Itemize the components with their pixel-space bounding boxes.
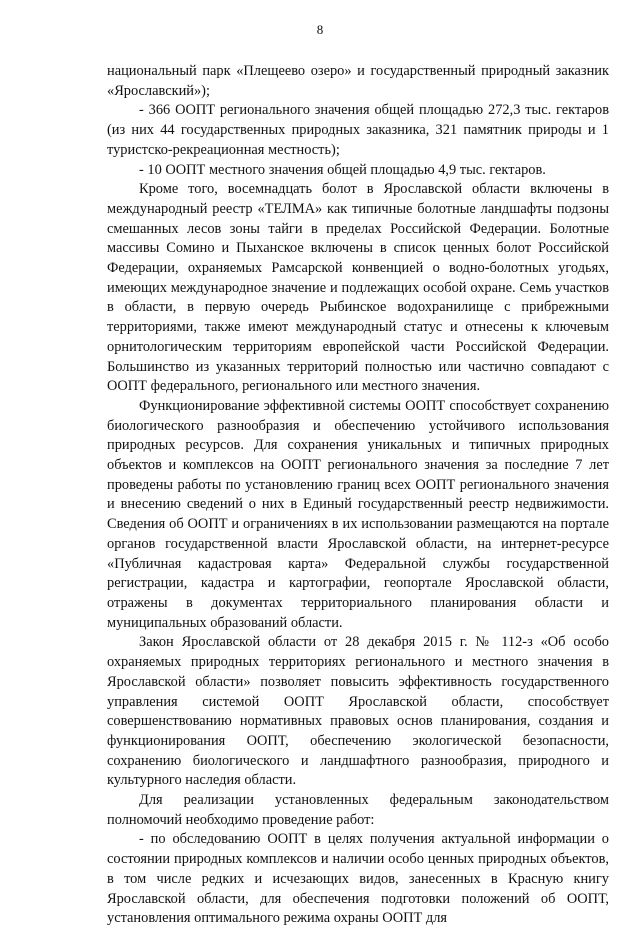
paragraph-1: национальный парк «Плещеево озеро» и государственный природный заказник «Ярославский»);	[107, 63, 609, 99]
document-body	[107, 62, 609, 929]
paragraph-7: Для реализации установленных федеральным законодательством полномочий необходимо проведение работ:	[107, 792, 609, 828]
paragraph-3: - 10 ООПТ местного значения общей площадью 4,9 тыс. гектаров.	[139, 161, 546, 178]
paragraph-4: Кроме того, восемнадцать болот в Ярославской области включены в международный реестр «ТЕЛМА» как типичные болотные ландшафты подзоны смешанных лесов зоны тайги в пределах Российской Федерации. Болотные массивы Сомино и Пыханское включены в список ценных болот Российской Федерации, охраняемых Рамсарской конвенцией о водно-болотных угодьях, имеющих международное значение и подлежащих особой охране. Семь участков в области, в первую очередь Рыбинское водохранилище с прибрежными территориями, также имеют международный статус и отнесены к ключевым орнитологическим территориям европейской части Российской Федерации. Большинство из указанных территорий полностью или частично совпадают с ООПТ федерального, регионального или местного значения.	[107, 181, 609, 395]
paragraph-6: Закон Ярославской области от 28 декабря 2015 г. № 112-з «Об особо охраняемых природных территориях регионального и местного значения в Ярославской области» позволяет повысить эффективность государственного управления системой ООПТ Ярославской области, способствует совершенствованию нормативных правовых основ планирования, создания и функционирования ООПТ, обеспечению экологической безопасности, сохранению биологического и ландшафтного разнообразия, природного и культурного наследия области.	[107, 634, 609, 789]
paragraph-5: Функционирование эффективной системы ООПТ способствует сохранению биологического разнообразия и обеспечению устойчивого использования природных ресурсов. Для сохранения уникальных и типичных природных объектов и комплексов на ООПТ регионального значения за последние 7 лет проведены работы по установлению границ всех ООПТ регионального значения и внесению сведений о них в Единый государственный реестр недвижимости. Сведения об ООПТ и ограничениях в их использовании размещаются на портале органов государственной власти Ярославской области, на интернет-ресурсе «Публичная кадастровая карта» Федеральной службы государственной регистрации, кадастра и картографии, геопортале Ярославской области, отражены в документах территориального планирования области и муниципальных образований области.	[107, 397, 609, 631]
paragraph-8: - по обследованию ООПТ в целях получения актуальной информации о состоянии природных комплексов и наличии особо ценных природных объектов, в том числе редких и исчезающих видов, занесенных в Красную книгу Ярославской области, для обеспечения подготовки положений об ООПТ, установления оптимального режима охраны ООПТ для	[107, 831, 609, 927]
paragraph-2: - 366 ООПТ регионального значения общей площадью 272,3 тыс. гектаров (из них 44 государственных природных заказника, 321 памятник природы и 1 туристско-рекреационная местность);	[107, 102, 609, 158]
page-number: 8	[316, 22, 324, 37]
